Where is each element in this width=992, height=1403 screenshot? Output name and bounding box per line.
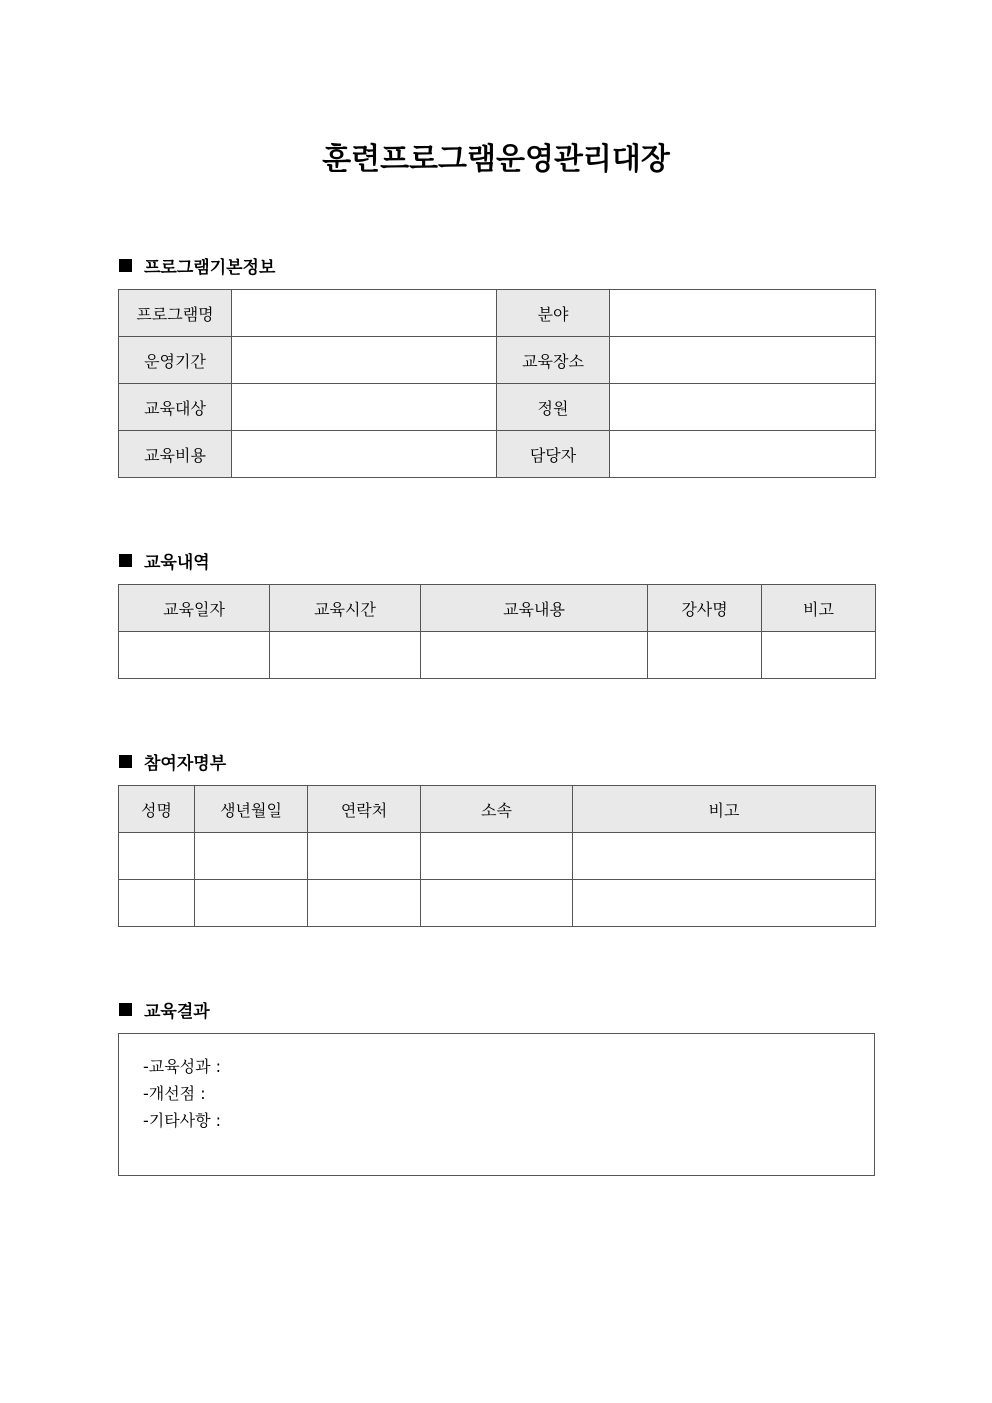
column-header: 교육내용 bbox=[421, 585, 648, 632]
column-header: 교육일자 bbox=[119, 585, 270, 632]
result-box[interactable] bbox=[118, 1033, 875, 1176]
square-bullet-icon bbox=[119, 755, 132, 768]
participants-table bbox=[118, 785, 876, 927]
result-line-other: -기타사항 : bbox=[143, 1111, 222, 1130]
basic-info-table bbox=[118, 289, 876, 478]
table-cell[interactable] bbox=[762, 632, 876, 679]
label-cell: 교육비용 bbox=[119, 431, 232, 478]
table-cell[interactable] bbox=[308, 833, 421, 880]
table-row bbox=[119, 290, 876, 337]
label-cell: 담당자 bbox=[497, 431, 610, 478]
table-cell[interactable] bbox=[195, 833, 308, 880]
square-bullet-icon bbox=[119, 1003, 132, 1016]
label-cell: 교육대상 bbox=[119, 384, 232, 431]
table-cell[interactable] bbox=[648, 632, 762, 679]
table-cell[interactable] bbox=[195, 880, 308, 927]
value-cell[interactable] bbox=[610, 384, 876, 431]
section-heading-participants bbox=[119, 749, 226, 773]
label-cell: 정원 bbox=[497, 384, 610, 431]
value-cell[interactable] bbox=[232, 431, 497, 478]
value-cell[interactable] bbox=[232, 337, 497, 384]
table-row bbox=[119, 337, 876, 384]
table-cell[interactable] bbox=[421, 833, 573, 880]
column-header: 성명 bbox=[119, 786, 195, 833]
column-header: 교육시간 bbox=[270, 585, 421, 632]
result-line-improvement: -개선점 : bbox=[143, 1084, 206, 1103]
table-cell[interactable] bbox=[421, 880, 573, 927]
table-cell[interactable] bbox=[119, 833, 195, 880]
section-heading-label: 교육결과 bbox=[144, 1001, 210, 1022]
label-cell: 분야 bbox=[497, 290, 610, 337]
table-row bbox=[119, 384, 876, 431]
label-cell: 교육장소 bbox=[497, 337, 610, 384]
square-bullet-icon bbox=[119, 259, 132, 272]
table-row bbox=[119, 431, 876, 478]
section-heading-label: 교육내역 bbox=[144, 552, 210, 573]
column-header: 강사명 bbox=[648, 585, 762, 632]
table-cell[interactable] bbox=[270, 632, 421, 679]
section-heading-label: 프로그램기본정보 bbox=[144, 257, 276, 278]
value-cell[interactable] bbox=[610, 337, 876, 384]
table-cell[interactable] bbox=[119, 880, 195, 927]
table-cell[interactable] bbox=[573, 880, 876, 927]
table-cell[interactable] bbox=[119, 632, 270, 679]
column-header: 연락처 bbox=[308, 786, 421, 833]
value-cell[interactable] bbox=[232, 290, 497, 337]
value-cell[interactable] bbox=[610, 431, 876, 478]
result-line-outcome: -교육성과 : bbox=[143, 1057, 222, 1076]
table-row bbox=[119, 833, 876, 880]
value-cell[interactable] bbox=[232, 384, 497, 431]
value-cell[interactable] bbox=[610, 290, 876, 337]
column-header: 비고 bbox=[573, 786, 876, 833]
education-table bbox=[118, 584, 876, 679]
table-row bbox=[119, 880, 876, 927]
column-header: 소속 bbox=[421, 786, 573, 833]
page-title: 훈련프로그램운영관리대장 bbox=[322, 142, 670, 177]
label-cell: 운영기간 bbox=[119, 337, 232, 384]
label-cell: 프로그램명 bbox=[119, 290, 232, 337]
column-header: 비고 bbox=[762, 585, 876, 632]
table-header-row bbox=[119, 786, 876, 833]
section-heading-label: 참여자명부 bbox=[144, 753, 227, 774]
square-bullet-icon bbox=[119, 554, 132, 567]
table-cell[interactable] bbox=[573, 833, 876, 880]
table-cell[interactable] bbox=[308, 880, 421, 927]
column-header: 생년월일 bbox=[195, 786, 308, 833]
section-heading-result bbox=[119, 997, 210, 1021]
section-heading-basic-info bbox=[119, 253, 275, 277]
table-row bbox=[119, 632, 876, 679]
section-heading-education bbox=[119, 548, 210, 572]
table-cell[interactable] bbox=[421, 632, 648, 679]
table-header-row bbox=[119, 585, 876, 632]
